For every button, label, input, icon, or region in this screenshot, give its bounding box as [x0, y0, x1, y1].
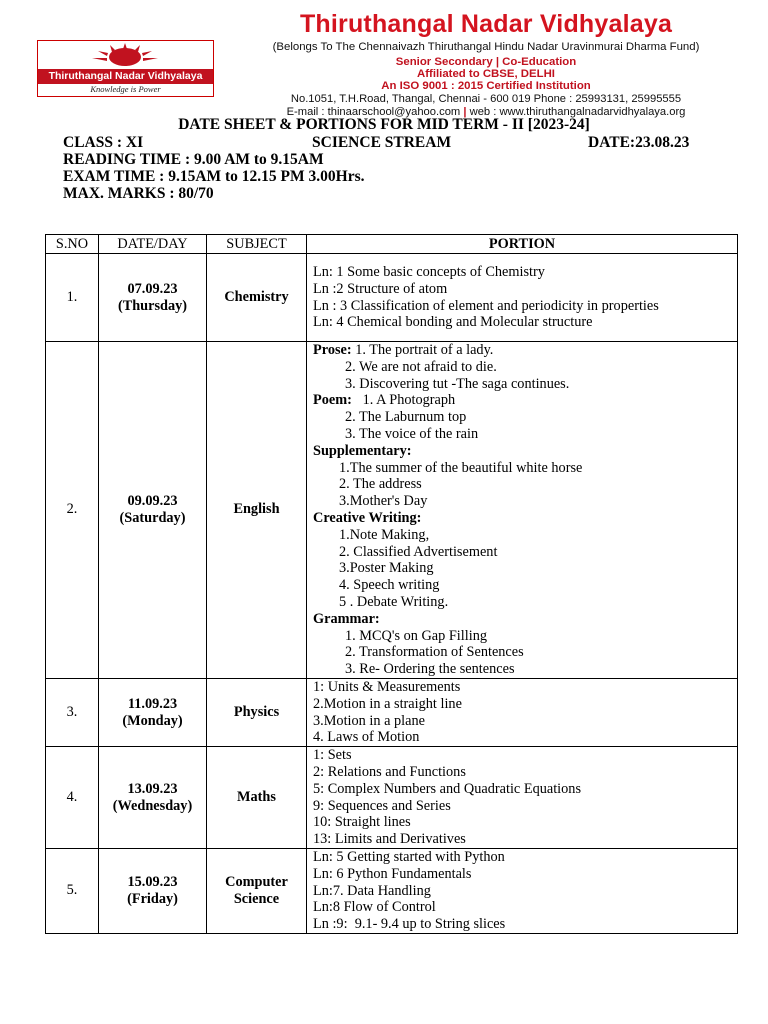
portion-line: Ln: 5 Getting started with Python	[313, 848, 505, 865]
portion-line: 2. We are not afraid to die.	[345, 358, 497, 375]
row-subject-line-1: Computer	[225, 873, 288, 890]
row-portion	[307, 747, 738, 849]
portion-line: 10: Straight lines	[313, 814, 411, 831]
row-portion	[307, 848, 738, 933]
contact-separator: |	[463, 106, 467, 118]
row-subject: Physics	[207, 678, 307, 746]
logo-tagline: Knowledge is Power	[90, 84, 161, 94]
row-date-day	[99, 747, 207, 849]
portion-line: 3.Poster Making	[339, 560, 434, 577]
portion-line: 1. MCQ's on Gap Filling	[345, 627, 487, 644]
row-sno: 4.	[46, 747, 99, 849]
row-subject: English	[207, 342, 307, 679]
supplementary-label: Supplementary:	[313, 442, 412, 459]
school-name: Thiruthangal Nadar Vidhyalaya	[299, 10, 673, 38]
table-row	[46, 342, 738, 679]
row-day: (Thursday)	[117, 297, 188, 314]
logo-text: Thiruthangal Nadar Vidhyalaya	[38, 69, 213, 84]
row-date: 13.09.23	[127, 780, 178, 797]
school-email: E-mail : thinaarschool@yahoo.com	[286, 106, 461, 118]
creative-writing-label: Creative Writing:	[313, 509, 422, 526]
column-header-portion: PORTION	[307, 235, 738, 254]
portion-line: 1.Note Making,	[339, 526, 430, 543]
grammar-label: Grammar:	[313, 610, 380, 627]
portion-line: Ln :2 Structure of atom	[313, 280, 448, 297]
portion-line: 2. The address	[339, 476, 422, 493]
table-row	[46, 848, 738, 933]
portion-line: 9: Sequences and Series	[313, 797, 451, 814]
portion-line: Ln: 1 Some basic concepts of Chemistry	[313, 263, 545, 280]
column-header-subject: SUBJECT	[207, 235, 307, 254]
portion-line: 4. Speech writing	[339, 577, 440, 594]
portion-line: 3. Discovering tut -The saga continues.	[345, 375, 570, 392]
sunburst-logo-icon	[90, 43, 160, 69]
portion-line: Prose: 1. The portrait of a lady.	[313, 342, 494, 358]
row-portion	[307, 342, 738, 679]
portion-line: 2. Transformation of Sentences	[345, 644, 524, 661]
date-sheet-table	[45, 234, 738, 934]
row-date: 07.09.23	[127, 280, 178, 297]
column-header-date: DATE/DAY	[99, 235, 207, 254]
table-header-row	[46, 235, 738, 254]
portion-line: 3.Mother's Day	[339, 493, 428, 510]
row-portion	[307, 254, 738, 342]
portion-line: 3.Motion in a plane	[313, 712, 425, 729]
row-subject: Maths	[207, 747, 307, 849]
exam-time: EXAM TIME : 9.15AM to 12.15 PM 3.00Hrs.	[63, 168, 365, 185]
portion-line: 13: Limits and Derivatives	[313, 831, 466, 848]
portion-line: 2. The Laburnum top	[345, 409, 467, 426]
row-sno: 5.	[46, 848, 99, 933]
portion-line: 3. The voice of the rain	[345, 425, 479, 442]
row-subject: Chemistry	[207, 254, 307, 342]
row-date: 11.09.23	[127, 695, 178, 712]
row-subject	[207, 848, 307, 933]
row-date-day	[99, 848, 207, 933]
row-date-day	[99, 254, 207, 342]
table-row	[46, 678, 738, 746]
portion-line: 1: Units & Measurements	[313, 678, 461, 695]
portion-line: Ln:7. Data Handling	[313, 882, 431, 899]
reading-time: READING TIME : 9.00 AM to 9.15AM	[63, 151, 324, 168]
max-marks: MAX. MARKS : 80/70	[63, 185, 214, 202]
poem-label: Poem:	[313, 392, 352, 409]
column-header-sno: S.NO	[46, 235, 99, 254]
row-date: 15.09.23	[127, 873, 178, 890]
school-highlight-1: Senior Secondary | Co-Education	[395, 56, 577, 68]
row-day: (Wednesday)	[112, 797, 193, 814]
row-date-day	[99, 342, 207, 679]
prose-label: Prose:	[313, 342, 352, 358]
row-sno: 1.	[46, 254, 99, 342]
portion-line: 1: Sets	[313, 747, 352, 764]
portion-line: 3. Re- Ordering the sentences	[345, 661, 515, 678]
table-row	[46, 747, 738, 849]
portion-line: 2.Motion in a straight line	[313, 695, 462, 712]
school-address: No.1051, T.H.Road, Thangal, Chennai - 600 019 Phone : 25993131, 25995555	[290, 93, 682, 105]
portion-line: Ln :9: 9.1- 9.4 up to String slices	[313, 916, 506, 933]
row-day: (Saturday)	[119, 509, 186, 526]
portion-line: Ln: 6 Python Fundamentals	[313, 865, 472, 882]
date-label: DATE:23.08.23	[588, 134, 690, 151]
row-day: (Friday)	[127, 890, 178, 907]
row-sno: 3.	[46, 678, 99, 746]
row-date-day	[99, 678, 207, 746]
portion-line: 4. Laws of Motion	[313, 729, 420, 746]
row-portion	[307, 678, 738, 746]
row-day: (Monday)	[122, 712, 183, 729]
school-logo	[37, 40, 214, 97]
row-subject-line-2: Science	[233, 890, 280, 907]
stream-label: SCIENCE STREAM	[312, 134, 452, 151]
row-sno: 2.	[46, 342, 99, 679]
trust-line: (Belongs To The Chennaivazh Thiruthangal Hindu Nadar Uravinmurai Dharma Fund)	[272, 41, 700, 53]
portion-line: Ln: 4 Chemical bonding and Molecular structure	[313, 314, 593, 331]
portion-line: Ln : 3 Classification of element and periodicity in properties	[313, 297, 659, 314]
portion-line: 5 . Debate Writing.	[339, 593, 449, 610]
class-label: CLASS : XI	[63, 134, 144, 151]
portion-line: 5: Complex Numbers and Quadratic Equations	[313, 780, 582, 797]
portion-line: Ln:8 Flow of Control	[313, 899, 436, 916]
exam-title: DATE SHEET & PORTIONS FOR MID TERM - II [2023-24]	[178, 116, 590, 133]
portion-line: Poem: 1. A Photograph	[313, 392, 456, 409]
table-row	[46, 254, 738, 342]
portion-line: 2. Classified Advertisement	[339, 543, 498, 560]
school-highlight-3: An ISO 9001 : 2015 Certified Institution	[381, 80, 591, 92]
school-highlight-2: Affiliated to CBSE, DELHI	[417, 68, 555, 80]
portion-line: 1.The summer of the beautiful white horse	[339, 459, 583, 476]
portion-line: 2: Relations and Functions	[313, 763, 466, 780]
row-date: 09.09.23	[127, 492, 178, 509]
school-website: web : www.thiruthangalnadarvidhyalaya.org	[469, 106, 686, 118]
